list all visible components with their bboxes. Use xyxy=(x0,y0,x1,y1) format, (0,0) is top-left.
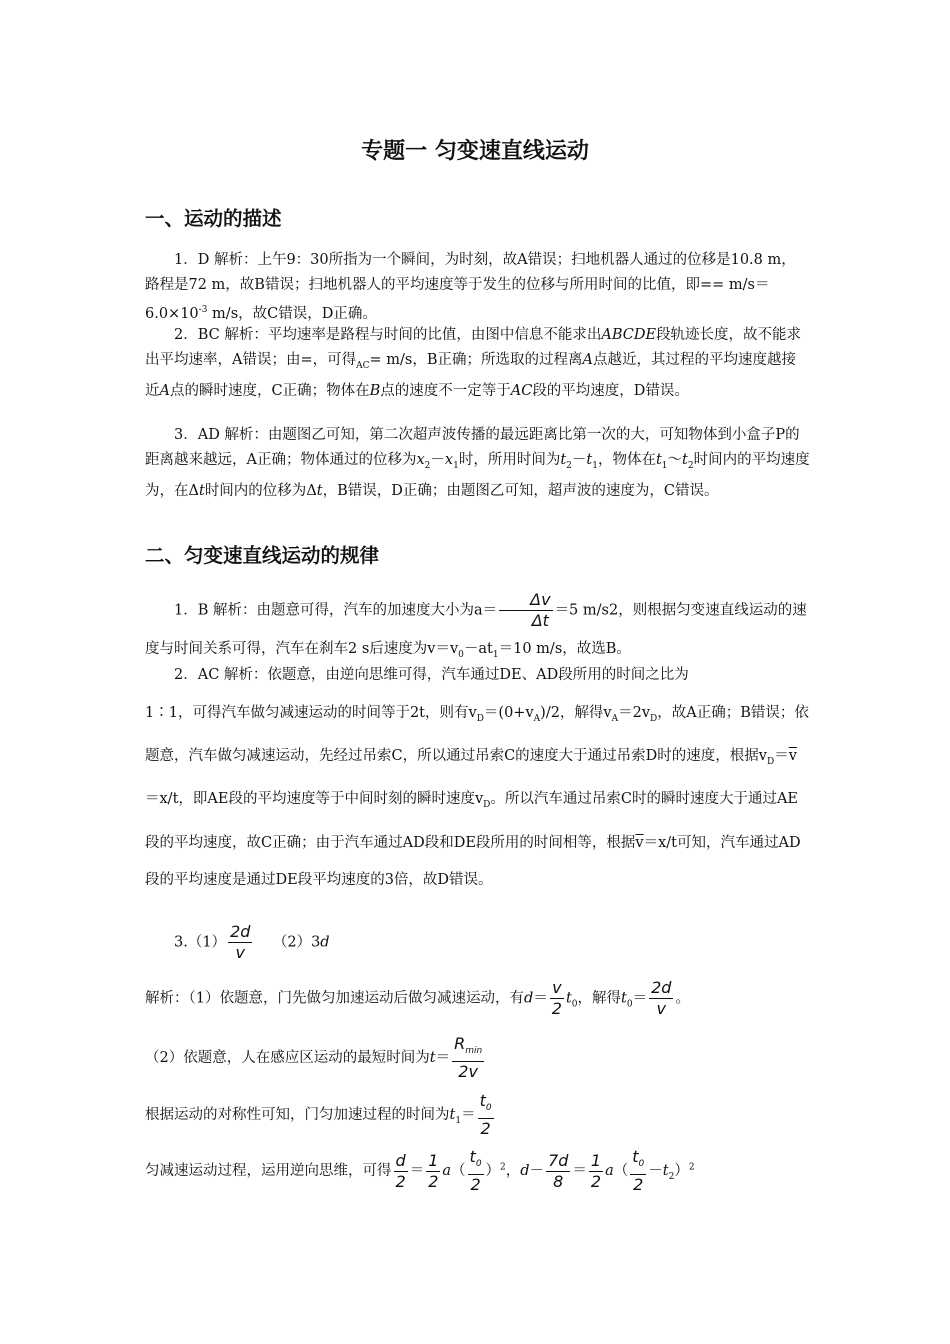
answer-1-3: 3．AD 解析：由题图乙可知，第二次超声波传播的最远距离比第一次的大，可知物体到小盒子P的距离越来越远，A正确；物体通过的位移为$x_2-x_1$时，所用时间为$t_2-t_1$，物体在$t_1\sim t_2$时间内的平均速度为，在Δt时间内的位移为Δt，B错误，D正确；由题图乙可知，超声波的速度为，C错误。 xyxy=(145,427,810,499)
answer-1-2: 2．BC 解析：平均速率是路程与时间的比值，由图中信息不能求出ABCDE段轨迹长度，故不能求出平均速率，A错误；由=，可得$_{AC}$= m/s，B正确；所选取的过程离A点越近，其过程的平均速度越接近A点的瞬时速度，C正确；物体在B点的速度不一定等于AC段的平均速度，D错误。 xyxy=(145,327,802,399)
fraction: $\frac{1}{2}$ xyxy=(428,1150,439,1191)
answer-1-1: 1．D 解析：上午9：30所指为一个瞬间，为时刻，故A错误；扫地机器人通过的位移是10.8 m，路程是72 m，故B错误；扫地机器人的平均速度等于发生的位移与所用时间的比值，即== $m/s=6.0\times 10^{-3}$ m/s，故C错误，D正确。 xyxy=(145,252,796,322)
fraction: $\frac{\Delta v}{\Delta t}$ xyxy=(499,590,552,631)
section-heading-1: 一、运动的描述 xyxy=(145,207,282,230)
fraction: $\frac{t_0}{2}$ xyxy=(632,1147,645,1195)
fraction: $\frac{1}{2}$ xyxy=(590,1150,602,1191)
fraction: $\frac{v}{2}$ xyxy=(551,978,562,1018)
solution-line-1: 解析：（1）依题意，门先做匀加速运动后做匀减速运动，有d＝ $\frac{v}{2}$ $t_0$，解得$t_0=$ $\frac{2d}{v}$ 。 xyxy=(145,978,690,1018)
fraction: $\frac{2d}{v}$ xyxy=(230,922,251,962)
fraction: $\frac{7d}{8}$ xyxy=(548,1150,569,1191)
answer-2-3-result: 3.（1） $\frac{2d}{v}$ （2）3d xyxy=(174,922,330,962)
answer-2-1: 1．B 解析：由题意可得，汽车的加速度大小为a＝ $\frac{\Delta v}{\Delta t}$ ＝5 m/s2，则根据匀变速直线运动的速度与时间关系可得，汽车在刹车2 s后速度为$v=v_0-at_1=10$ m/s，故选B。 xyxy=(145,590,807,660)
answer-2-2: 2．AC 解析：依题意，由逆向思维可得，汽车通过DE、AD段所用的时间之比为 1∶1，可得汽车做匀减速运动的时间等于2t，则有$v_D=(0+v_A)/2$，解得$v_A=2v_D$，故A正确；B错误；依题意，汽车做匀减速运动，先经过吊索C，所以通过吊索C的速度大于通过吊索D时的速度，根据$v_D=\overline{v}=x/t$，即AE段的平均速度等于中间时刻的瞬时速度$v_D$。所以汽车通过吊索C时的瞬时速度大于通过AE段的平均速度，故C正确；由于汽车通过AD段和DE段所用的时间相等，根据$\overline{v}=x/t$可知，汽车通过AD段的平均速度是通过DE段平均速度的3倍，故D错误。 xyxy=(145,667,809,889)
solution-line-4: 匀减速运动过程，运用逆向思维，可得 $\frac{d}{2}$ ＝ $\frac{1}{2}$ a（ $\frac{t_0}{2}$ ）$^2$，d－ $\frac{7d}{8}$ ＝ $\frac{1}{2}$ a（ $\frac{t_0}{2}$ $-t_2)^2$ xyxy=(145,1147,695,1195)
section-heading-2: 二、匀变速直线运动的规律 xyxy=(145,544,380,567)
fraction: $\frac{t_0}{2}$ xyxy=(469,1147,482,1195)
fraction: $\frac{R_{min}}{2v}$ xyxy=(454,1034,483,1082)
fraction: $\frac{d}{2}$ xyxy=(395,1150,406,1191)
solution-line-3: 根据运动的对称性可知，门匀加速过程的时间为$t_1=$ $\frac{t_0}{2}$ xyxy=(145,1091,492,1139)
fraction: $\frac{t_0}{2}$ xyxy=(479,1091,492,1139)
fraction: $\frac{2d}{v}$ xyxy=(651,978,672,1018)
solution-line-2: （2）依题意，人在感应区运动的最短时间为t＝ $\frac{R_{min}}{2v}$ xyxy=(145,1034,483,1082)
page-title: 专题一 匀变速直线运动 xyxy=(361,139,589,164)
